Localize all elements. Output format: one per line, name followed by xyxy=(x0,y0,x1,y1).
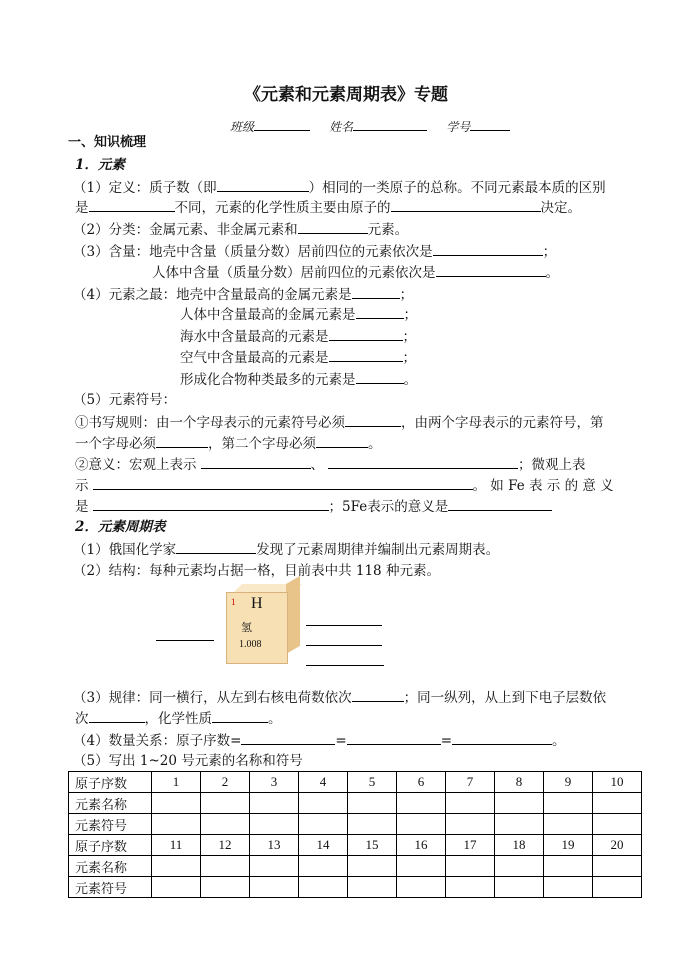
element-name-cell[interactable] xyxy=(348,793,397,814)
subsection-periodic-table: 2．元素周期表 xyxy=(75,519,166,535)
rule-line-2: 次 ，化学性质 。 xyxy=(75,711,282,727)
element-name-cell[interactable] xyxy=(397,793,446,814)
fill-blank[interactable] xyxy=(241,731,335,745)
fill-blank[interactable] xyxy=(93,476,473,490)
element-name-cell[interactable] xyxy=(201,856,250,877)
class-blank[interactable] xyxy=(254,117,310,131)
meaning-line-2: 示 。 如 Fe 表 示 的 意 义 xyxy=(75,478,614,494)
label-line-right-2[interactable] xyxy=(306,645,382,646)
element-most-line-2: 人体中含量最高的金属元素是 ； xyxy=(180,307,417,323)
atomic-number-cell: 14 xyxy=(299,835,348,856)
element-symbol-cell[interactable] xyxy=(348,814,397,835)
element-symbol-cell[interactable] xyxy=(201,814,250,835)
element-symbol-cell[interactable] xyxy=(446,877,495,898)
element-name-cell[interactable] xyxy=(201,793,250,814)
element-name-cell[interactable] xyxy=(544,856,593,877)
element-symbol-cell[interactable] xyxy=(593,814,642,835)
element-name-cell[interactable] xyxy=(495,856,544,877)
atomic-number-cell: 10 xyxy=(593,772,642,793)
element-symbol-cell[interactable] xyxy=(446,814,495,835)
element-name-cell[interactable] xyxy=(495,793,544,814)
fill-blank[interactable] xyxy=(433,242,543,256)
element-most-line-5: 形成化合物种类最多的元素是 。 xyxy=(180,372,417,388)
element-name-cell[interactable] xyxy=(593,793,642,814)
element-name-cell[interactable] xyxy=(593,856,642,877)
fill-blank[interactable] xyxy=(329,348,403,362)
element-symbol-cell[interactable] xyxy=(544,877,593,898)
element-symbol-cell[interactable] xyxy=(201,877,250,898)
element-symbol-cell[interactable] xyxy=(348,877,397,898)
element-symbol-cell[interactable] xyxy=(495,877,544,898)
element-symbol-cell[interactable] xyxy=(152,877,201,898)
fill-blank[interactable] xyxy=(316,434,368,448)
fill-blank[interactable] xyxy=(347,731,441,745)
fill-blank[interactable] xyxy=(156,434,208,448)
table-row xyxy=(69,877,642,898)
row-label: 原子序数 xyxy=(69,772,152,793)
element-most-line-4: 空气中含量最高的元素是 ； xyxy=(180,350,416,366)
fill-blank[interactable] xyxy=(345,413,401,427)
fill-blank[interactable] xyxy=(176,540,256,554)
table-instruction: （5）写出 1~20 号元素的名称和符号 xyxy=(73,753,303,769)
cell-symbol: H xyxy=(251,595,263,612)
student-info-line xyxy=(230,117,510,135)
table-row xyxy=(69,772,642,793)
fill-blank[interactable] xyxy=(89,198,175,212)
atomic-number-cell: 18 xyxy=(495,835,544,856)
structure-line: （2）结构：每种元素均占据一格，目前表中共 118 种元素。 xyxy=(73,563,440,579)
atomic-number-cell: 15 xyxy=(348,835,397,856)
fill-blank[interactable] xyxy=(328,455,518,469)
fill-blank[interactable] xyxy=(356,305,404,319)
quantity-relation-line: （4）数量关系：原子序数= = = 。 xyxy=(73,733,566,749)
element-name-cell[interactable] xyxy=(446,793,495,814)
fill-blank[interactable] xyxy=(436,263,546,277)
class-label: 班级 xyxy=(230,120,255,134)
content-line-body: 人体中含量（质量分数）居前四位的元素依次是 。 xyxy=(152,265,559,281)
meaning-line-3: 是 ；5Fe表示的意义是 xyxy=(75,497,552,516)
label-line-right-3[interactable] xyxy=(306,665,384,666)
atomic-number-cell: 1 xyxy=(152,772,201,793)
element-name-cell[interactable] xyxy=(348,856,397,877)
id-blank[interactable] xyxy=(470,117,510,131)
atomic-number-cell: 9 xyxy=(544,772,593,793)
name-blank[interactable] xyxy=(353,117,427,131)
fill-blank[interactable] xyxy=(329,327,403,341)
fill-blank[interactable] xyxy=(356,370,404,384)
fill-blank[interactable] xyxy=(391,198,541,212)
rule-line: （3）规律：同一横行，从左到右核电荷数依次 ；同一纵列，从上到下电子层数依 xyxy=(73,690,607,706)
label-line-left[interactable] xyxy=(156,640,214,641)
element-table xyxy=(68,771,642,898)
table-row xyxy=(69,835,642,856)
classification-line: （2）分类：金属元素、非金属元素和 元素。 xyxy=(73,222,409,238)
element-name-cell[interactable] xyxy=(152,856,201,877)
atomic-number-cell: 16 xyxy=(397,835,446,856)
element-name-cell[interactable] xyxy=(397,856,446,877)
fill-blank[interactable] xyxy=(201,455,311,469)
element-name-cell[interactable] xyxy=(250,856,299,877)
row-label: 元素符号 xyxy=(69,814,152,835)
table-row xyxy=(69,856,642,877)
page-title: 《元素和元素周期表》专题 xyxy=(244,85,448,105)
element-symbol-cell[interactable] xyxy=(250,814,299,835)
atomic-number-cell: 3 xyxy=(250,772,299,793)
cell-side-face xyxy=(286,576,300,654)
element-symbol-cell[interactable] xyxy=(152,814,201,835)
atomic-number-cell: 5 xyxy=(348,772,397,793)
element-symbol-cell[interactable] xyxy=(299,814,348,835)
atomic-number-cell: 17 xyxy=(446,835,495,856)
element-name-cell[interactable] xyxy=(299,856,348,877)
writing-rule-line-2: 一个字母必须 ，第二个字母必须 。 xyxy=(75,436,382,452)
element-symbol-cell[interactable] xyxy=(593,877,642,898)
fill-blank[interactable] xyxy=(452,731,552,745)
element-symbol-cell[interactable] xyxy=(250,877,299,898)
cell-atomic-mass: 1.008 xyxy=(239,639,262,650)
element-name-cell[interactable] xyxy=(299,793,348,814)
element-symbol-cell[interactable] xyxy=(397,877,446,898)
element-name-cell[interactable] xyxy=(446,856,495,877)
element-symbol-cell[interactable] xyxy=(397,814,446,835)
atomic-number-cell: 11 xyxy=(152,835,201,856)
symbol-heading: （5）元素符号： xyxy=(73,392,177,408)
cell-name: 氢 xyxy=(241,621,252,634)
name-label: 姓名 xyxy=(329,120,354,134)
element-symbol-cell[interactable] xyxy=(495,814,544,835)
row-label: 原子序数 xyxy=(69,835,152,856)
element-symbol-cell[interactable] xyxy=(299,877,348,898)
element-name-cell[interactable] xyxy=(152,793,201,814)
section-heading: 一、知识梳理 xyxy=(68,135,147,150)
row-label: 元素符号 xyxy=(69,877,152,898)
writing-rule-line: ①书写规则：由一个字母表示的元素符号必须 ，由两个字母表示的元素符号，第 xyxy=(75,415,604,431)
atomic-number-cell: 4 xyxy=(299,772,348,793)
meaning-line: ②意义：宏观上表示 、 ；微观上表 xyxy=(75,457,586,473)
fill-blank[interactable] xyxy=(352,285,400,299)
definition-line-2: 是 不同，元素的化学性质主要由原子的 决定。 xyxy=(75,200,581,216)
discoverer-line: （1）俄国化学家 发现了元素周期律并编制出元素周期表。 xyxy=(73,542,500,558)
atomic-number-cell: 20 xyxy=(593,835,642,856)
atomic-number-cell: 7 xyxy=(446,772,495,793)
fill-blank[interactable] xyxy=(352,688,404,702)
atomic-number-cell: 19 xyxy=(544,835,593,856)
atomic-number-cell: 2 xyxy=(201,772,250,793)
fill-blank[interactable] xyxy=(298,220,368,234)
row-label: 元素名称 xyxy=(69,856,152,877)
cell-atomic-number: 1 xyxy=(231,597,236,607)
atomic-number-cell: 6 xyxy=(397,772,446,793)
content-line-crust: （3）含量：地壳中含量（质量分数）居前四位的元素依次是 ； xyxy=(73,244,557,260)
label-line-right-1[interactable] xyxy=(306,625,382,626)
row-label: 元素名称 xyxy=(69,793,152,814)
fill-blank[interactable] xyxy=(93,497,329,511)
element-symbol-cell[interactable] xyxy=(544,814,593,835)
fill-blank[interactable] xyxy=(448,497,552,511)
fill-blank[interactable] xyxy=(217,178,309,192)
table-row xyxy=(69,814,642,835)
definition-line: （1）定义：质子数（即 ）相同的一类原子的总称。不同元素最本质的区别 xyxy=(73,180,606,196)
element-cell xyxy=(226,592,288,664)
atomic-number-cell: 8 xyxy=(495,772,544,793)
fill-blank[interactable] xyxy=(89,709,145,723)
id-label: 学号 xyxy=(446,120,471,134)
table-row xyxy=(69,793,642,814)
fill-blank[interactable] xyxy=(212,709,268,723)
atomic-number-cell: 13 xyxy=(250,835,299,856)
element-name-cell[interactable] xyxy=(250,793,299,814)
element-most-line-3: 海水中含量最高的元素是 ； xyxy=(180,329,416,345)
subsection-element: 1．元素 xyxy=(75,157,125,173)
element-name-cell[interactable] xyxy=(544,793,593,814)
element-most-line-1: （4）元素之最：地壳中含量最高的金属元素是 ； xyxy=(73,287,414,303)
atomic-number-cell: 12 xyxy=(201,835,250,856)
